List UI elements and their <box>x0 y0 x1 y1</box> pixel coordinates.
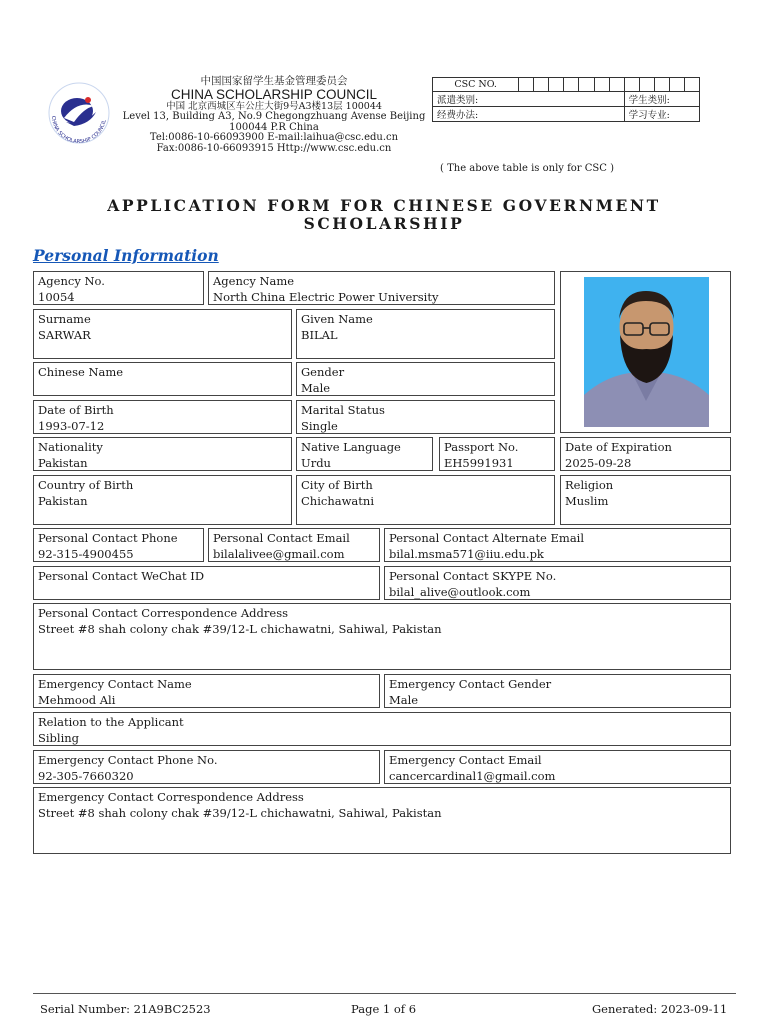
field-value: 10054 <box>38 290 75 304</box>
field-label: Marital Status <box>301 403 385 417</box>
skype-field <box>384 566 731 600</box>
generated-date: Generated: 2023-09-11 <box>592 1002 728 1016</box>
given-name-field <box>296 309 555 359</box>
wechat-field <box>33 566 380 600</box>
field-value: SARWAR <box>38 328 91 342</box>
csc-no-cell <box>534 78 549 92</box>
footer-divider <box>33 993 736 994</box>
photo-frame <box>560 271 731 433</box>
csc-no-cell <box>594 78 609 92</box>
field-label: Passport No. <box>444 440 519 454</box>
csc-no-cell <box>639 78 654 92</box>
field-label: Date of Birth <box>38 403 114 417</box>
field-label: Personal Contact WeChat ID <box>38 569 205 583</box>
dispatch-category-cell: 派遣类别: <box>433 92 625 107</box>
csc-no-cell <box>684 78 699 92</box>
field-value: 1993-07-12 <box>38 419 105 433</box>
field-value: Chichawatni <box>301 494 374 508</box>
serial-number: Serial Number: 21A9BC2523 <box>40 1002 211 1016</box>
chinese-name-field <box>33 362 292 396</box>
funding-method-cell: 经费办法: <box>433 107 625 122</box>
council-name-en: CHINA SCHOLARSHIP COUNCIL <box>170 86 378 102</box>
csc-no-cell <box>654 78 669 92</box>
student-category-cell: 学生类别: <box>624 92 699 107</box>
field-label: Personal Contact Alternate Email <box>389 531 585 545</box>
emergency-gender-field <box>384 674 731 708</box>
csc-no-cell <box>549 78 564 92</box>
field-value: bilalalivee@gmail.com <box>213 547 345 561</box>
field-label: Emergency Contact Gender <box>389 677 552 691</box>
field-label: Personal Contact Email <box>213 531 350 545</box>
field-label: Emergency Contact Correspondence Address <box>38 790 304 804</box>
field-label: Nationality <box>38 440 103 454</box>
emergency-email-field <box>384 750 731 784</box>
form-title <box>0 197 768 233</box>
emergency-name-field <box>33 674 380 708</box>
csc-no-cell <box>564 78 579 92</box>
correspondence-address-field <box>33 603 731 670</box>
marital-status-field <box>296 400 555 434</box>
field-value: Urdu <box>301 456 331 470</box>
field-value: Mehmood Ali <box>38 693 116 707</box>
field-value: bilal_alive@outlook.com <box>389 585 531 599</box>
field-label: Personal Contact SKYPE No. <box>389 569 557 583</box>
field-label: Gender <box>301 365 345 379</box>
fax-line: Fax:0086-10-66093915 Http://www.csc.edu.cn <box>156 142 392 154</box>
date-of-birth-field <box>33 400 292 434</box>
city-of-birth-field <box>296 475 555 525</box>
csc-no-cell <box>624 78 639 92</box>
alternate-email-field <box>384 528 731 562</box>
field-label: Surname <box>38 312 91 326</box>
emergency-phone-field <box>33 750 380 784</box>
csc-no-cell <box>579 78 594 92</box>
nationality-field <box>33 437 292 471</box>
field-value: North China Electric Power University <box>213 290 439 304</box>
field-label: Emergency Contact Email <box>389 753 542 767</box>
field-value: BILAL <box>301 328 338 342</box>
field-label: Agency No. <box>38 274 105 288</box>
field-value: 92-315-4900455 <box>38 547 134 561</box>
csc-table-note: ( The above table is only for CSC ) <box>440 163 615 174</box>
field-value: Pakistan <box>38 494 88 508</box>
csc-no-label: CSC NO. <box>433 78 519 92</box>
agency-no-field <box>33 271 204 305</box>
page-number: Page 1 of 6 <box>351 1002 417 1016</box>
agency-name-field <box>208 271 555 305</box>
field-value: Male <box>301 381 331 395</box>
field-label: Agency Name <box>213 274 295 288</box>
field-label: City of Birth <box>301 478 373 492</box>
passport-expiration-field <box>560 437 731 471</box>
contact-line: Tel:0086-10-66093900 E-mail:laihua@csc.edu.cn <box>149 132 399 143</box>
field-label: Date of Expiration <box>565 440 672 454</box>
passport-no-field <box>439 437 555 471</box>
csc-no-cell <box>519 78 534 92</box>
field-label: Native Language <box>301 440 401 454</box>
surname-field <box>33 309 292 359</box>
field-value: 2025-09-28 <box>565 456 632 470</box>
field-value: bilal.msma571@iiu.edu.pk <box>389 547 544 561</box>
csc-office-table <box>432 77 700 122</box>
csc-logo <box>44 78 114 148</box>
country-of-birth-field <box>33 475 292 525</box>
field-value: EH5991931 <box>444 456 514 470</box>
field-value: Muslim <box>565 494 609 508</box>
field-label: Personal Contact Phone <box>38 531 178 545</box>
address-cn: 中国 北京西城区车公庄大街9号A3楼13层 100044 <box>166 100 382 112</box>
religion-field <box>560 475 731 525</box>
field-value: Male <box>389 693 419 707</box>
personal-phone-field <box>33 528 204 562</box>
field-value: Street #8 shah colony chak #39/12-L chichawatni, Sahiwal, Pakistan <box>38 806 442 820</box>
csc-no-cell <box>669 78 684 92</box>
field-value: Single <box>301 419 338 433</box>
applicant-photo <box>584 277 709 427</box>
study-major-cell: 学习专业: <box>624 107 699 122</box>
field-value: Pakistan <box>38 456 88 470</box>
personal-email-field <box>208 528 380 562</box>
field-value: Street #8 shah colony chak #39/12-L chichawatni, Sahiwal, Pakistan <box>38 622 442 636</box>
field-value: 92-305-7660320 <box>38 769 134 783</box>
section-title: Personal Information <box>33 246 219 265</box>
field-label: Chinese Name <box>38 365 124 379</box>
field-label: Given Name <box>301 312 373 326</box>
address-en-line1: Level 13, Building A3, No.9 Chegongzhuang Avense Beijing <box>122 111 426 122</box>
field-label: Religion <box>565 478 614 492</box>
field-label: Country of Birth <box>38 478 134 492</box>
gender-field <box>296 362 555 396</box>
form-title-line1: APPLICATION FORM FOR CHINESE GOVERNMENT <box>107 196 661 215</box>
council-info <box>118 76 430 154</box>
emergency-address-field <box>33 787 731 854</box>
council-name-cn: 中国国家留学生基金管理委员会 <box>200 75 348 87</box>
logo-text: CHINA SCHOLARSHIP COUNCIL <box>49 115 108 146</box>
field-label: Personal Contact Correspondence Address <box>38 606 288 620</box>
address-en-line2: 100044 P.R China <box>229 121 319 133</box>
form-title-line2: SCHOLARSHIP <box>303 214 465 233</box>
field-label: Emergency Contact Name <box>38 677 192 691</box>
field-label: Emergency Contact Phone No. <box>38 753 218 767</box>
field-value: cancercardinal1@gmail.com <box>389 769 556 783</box>
field-value: Sibling <box>38 731 80 745</box>
csc-no-cell <box>609 78 624 92</box>
relation-field <box>33 712 731 746</box>
native-language-field <box>296 437 433 471</box>
field-label: Relation to the Applicant <box>38 715 184 729</box>
